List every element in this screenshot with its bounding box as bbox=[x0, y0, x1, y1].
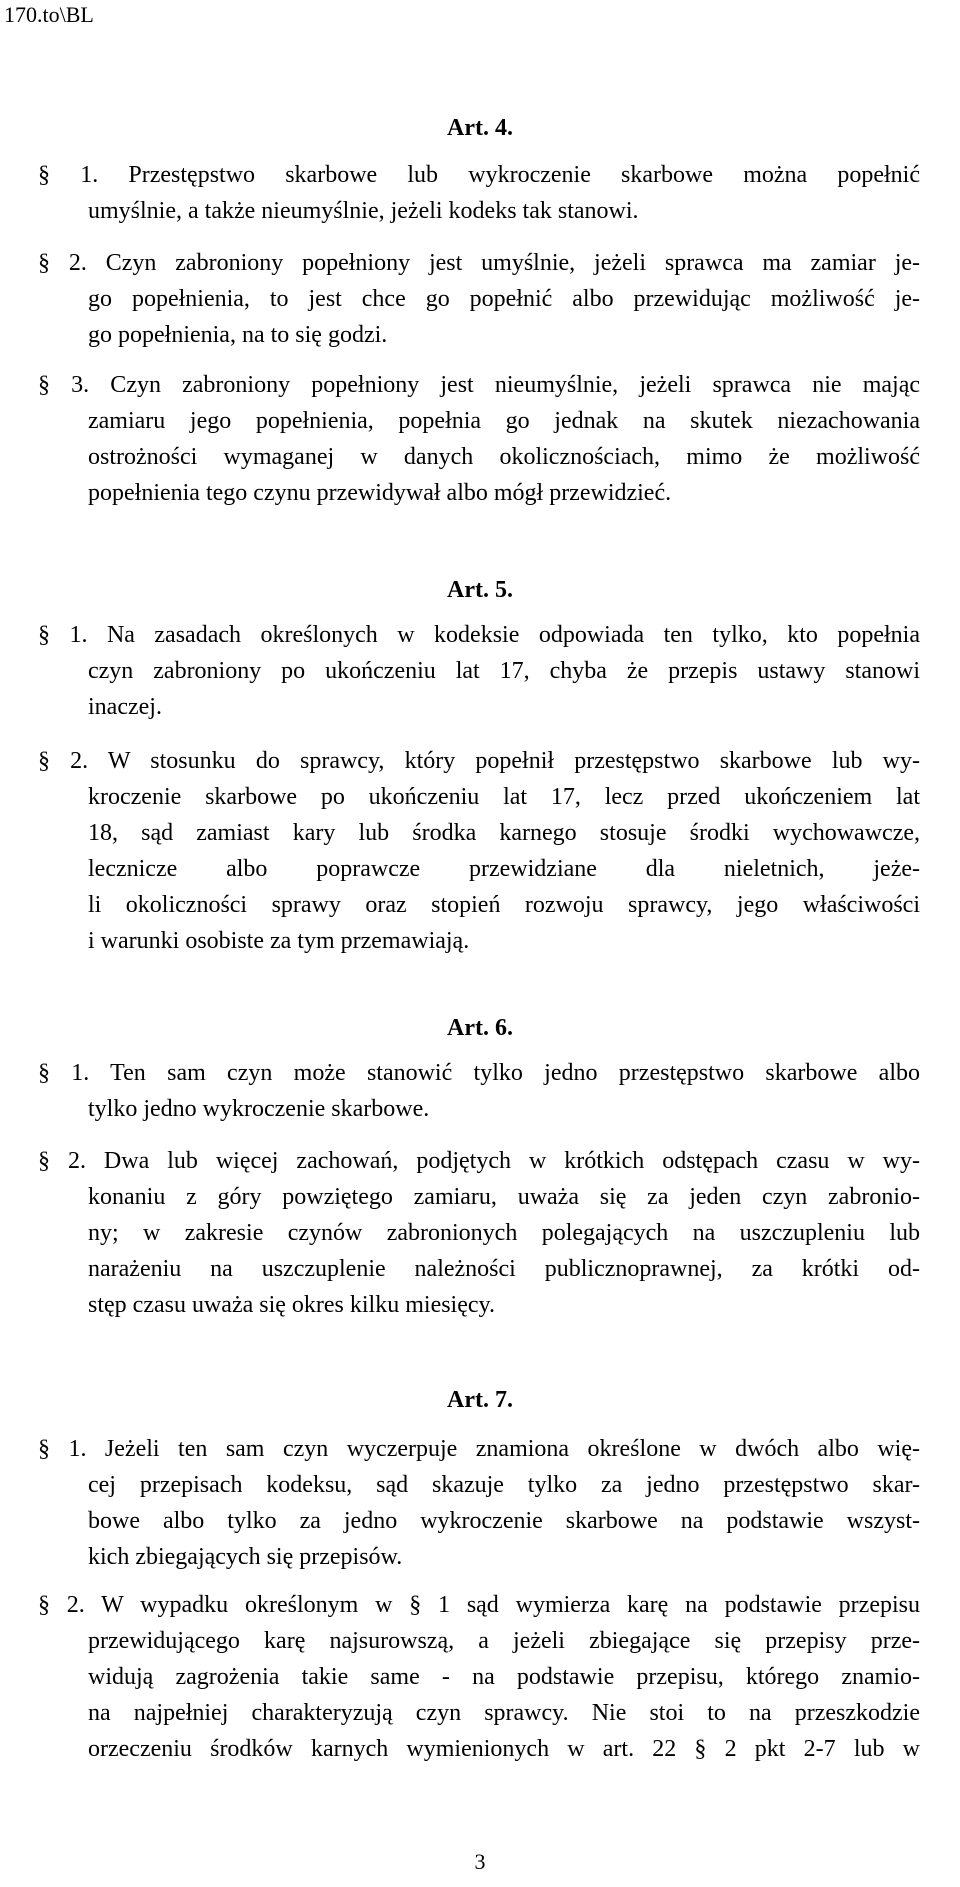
text-line: kich zbiegających się przepisów. bbox=[88, 1544, 403, 1570]
text-line: lecznicze albo poprawcze przewidziane dla nieletnich, jeże- bbox=[88, 856, 920, 882]
text-line: § 3. Czyn zabroniony popełniony jest nieumyślnie, jeżeli sprawca nie mając bbox=[38, 372, 920, 398]
text-line: konaniu z góry powziętego zamiaru, uważa się za jeden czyn zabronio- bbox=[88, 1184, 920, 1210]
article-title-7: Art. 7. bbox=[447, 1387, 513, 1413]
page-number: 3 bbox=[474, 1849, 486, 1874]
text-line: przewidującego karę najsurowszą, a jeżeli zbiegające się przepisy prze- bbox=[88, 1628, 920, 1654]
text-line: inaczej. bbox=[88, 694, 162, 720]
paragraph-art6-1 bbox=[38, 1055, 920, 1127]
text-line: § 1. Przestępstwo skarbowe lub wykroczenie skarbowe można popełnić bbox=[38, 162, 920, 188]
paragraph-art7-2 bbox=[38, 1587, 920, 1767]
text-line: umyślnie, a także nieumyślnie, jeżeli kodeks tak stanowi. bbox=[88, 198, 639, 224]
text-line: § 1. Na zasadach określonych w kodeksie odpowiada ten tylko, kto popełnia bbox=[38, 622, 920, 648]
paragraph-art5-1 bbox=[38, 617, 920, 725]
text-line: ny; w zakresie czynów zabronionych polegających na uszczupleniu lub bbox=[88, 1220, 920, 1246]
text-line: go popełnienia, to jest chce go popełnić albo przewidując możliwość je- bbox=[88, 286, 920, 312]
text-line: popełnienia tego czynu przewidywał albo mógł przewidzieć. bbox=[88, 480, 672, 506]
text-line: i warunki osobiste za tym przemawiają. bbox=[88, 928, 470, 954]
paragraph-art4-1 bbox=[38, 157, 920, 229]
text-line: narażeniu na uszczuplenie należności publicznoprawnej, za krótki od- bbox=[88, 1256, 920, 1282]
text-line: § 2. Dwa lub więcej zachowań, podjętych w krótkich odstępach czasu w wy- bbox=[38, 1148, 920, 1174]
article-title-4: Art. 4. bbox=[447, 115, 513, 141]
paragraph-art4-3 bbox=[38, 367, 920, 511]
text-line: czyn zabroniony po ukończeniu lat 17, chyba że przepis ustawy stanowi bbox=[88, 658, 920, 684]
text-line: go popełnienia, na to się godzi. bbox=[88, 322, 388, 348]
text-line: widują zagrożenia takie same - na podstawie przepisu, którego znamio- bbox=[88, 1664, 920, 1690]
article-title-6: Art. 6. bbox=[447, 1015, 513, 1041]
text-line: orzeczeniu środków karnych wymienionych w art. 22 § 2 pkt 2-7 lub w bbox=[88, 1736, 920, 1762]
text-line: ostrożności wymaganej w danych okolicznościach, mimo że możliwość bbox=[88, 444, 920, 470]
text-line: bowe albo tylko za jedno wykroczenie skarbowe na podstawie wszyst- bbox=[88, 1508, 920, 1534]
text-line: § 2. W stosunku do sprawcy, który popełnił przestępstwo skarbowe lub wy- bbox=[38, 748, 920, 774]
article-title-5: Art. 5. bbox=[447, 577, 513, 603]
text-line: § 1. Ten sam czyn może stanowić tylko jedno przestępstwo skarbowe albo bbox=[38, 1060, 920, 1086]
text-line: zamiaru jego popełnienia, popełnia go jednak na skutek niezachowania bbox=[88, 408, 920, 434]
text-line: cej przepisach kodeksu, sąd skazuje tylko za jedno przestępstwo skar- bbox=[88, 1472, 920, 1498]
text-line: tylko jedno wykroczenie skarbowe. bbox=[88, 1096, 430, 1122]
text-line: § 2. W wypadku określonym w § 1 sąd wymierza karę na podstawie przepisu bbox=[38, 1592, 920, 1618]
text-line: § 2. Czyn zabroniony popełniony jest umyślnie, jeżeli sprawca ma zamiar je- bbox=[38, 250, 920, 276]
paragraph-art6-2 bbox=[38, 1143, 920, 1323]
text-line: 18, sąd zamiast kary lub środka karnego stosuje środki wychowawcze, bbox=[88, 820, 920, 846]
paragraph-art7-1 bbox=[38, 1431, 920, 1575]
text-line: stęp czasu uważa się okres kilku miesięcy. bbox=[88, 1292, 495, 1318]
document-path: 170.to\BL bbox=[4, 2, 94, 27]
text-line: li okoliczności sprawy oraz stopień rozwoju sprawcy, jego właściwości bbox=[88, 892, 920, 918]
paragraph-art4-2 bbox=[38, 245, 920, 353]
text-line: § 1. Jeżeli ten sam czyn wyczerpuje znamiona określone w dwóch albo wię- bbox=[38, 1436, 920, 1462]
text-line: na najpełniej charakteryzują czyn sprawcy. Nie stoi to na przeszkodzie bbox=[88, 1700, 920, 1726]
text-line: kroczenie skarbowe po ukończeniu lat 17, lecz przed ukończeniem lat bbox=[88, 784, 920, 810]
paragraph-art5-2 bbox=[38, 743, 920, 959]
